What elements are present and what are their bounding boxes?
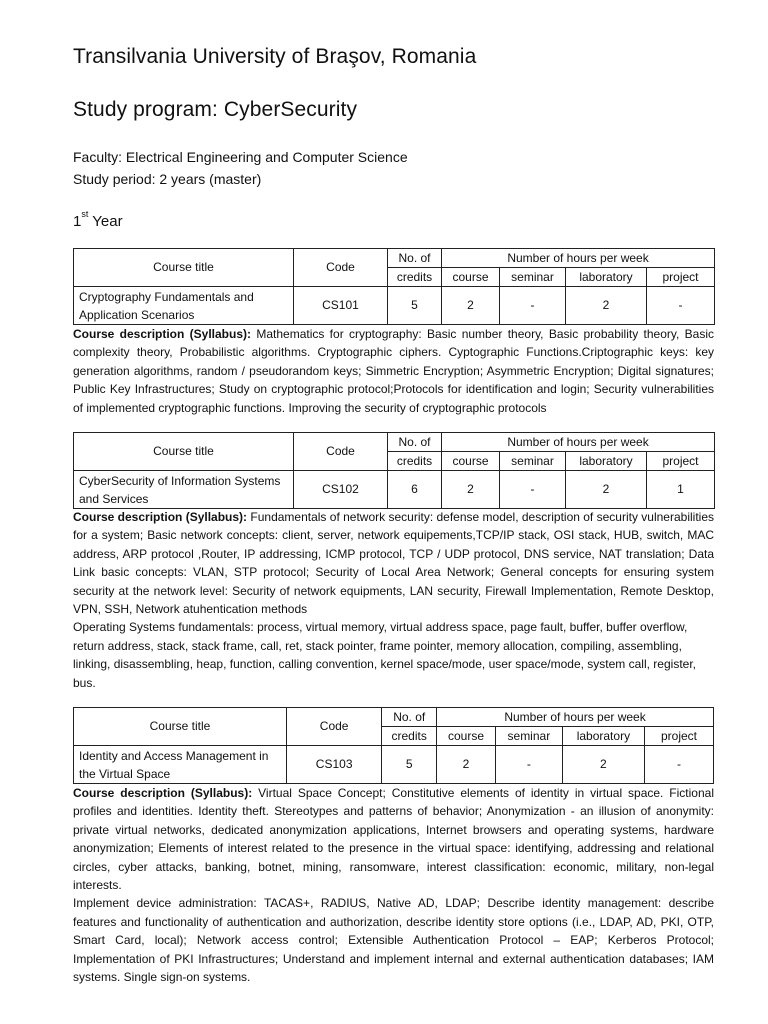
course-code-cell: CS102: [294, 471, 388, 509]
header-credits-line2: credits: [382, 727, 437, 746]
header-course-title: Course title: [74, 433, 294, 471]
course-hours-laboratory-cell: 2: [562, 746, 644, 784]
university-title: Transilvania University of Braşov, Romania: [73, 45, 477, 68]
header-laboratory: laboratory: [566, 268, 647, 287]
year-suffix: st: [81, 209, 89, 219]
course-hours-laboratory-cell: 2: [566, 287, 647, 325]
year-word: Year: [92, 213, 123, 230]
course-description: [73, 784, 714, 986]
header-seminar: seminar: [500, 268, 566, 287]
header-hours: Number of hours per week: [437, 708, 714, 727]
course-hours-seminar-cell: -: [495, 746, 562, 784]
header-project: project: [644, 727, 713, 746]
header-course: course: [442, 452, 500, 471]
course-credits-cell: 6: [388, 471, 442, 509]
course-hours-laboratory-cell: 2: [566, 471, 647, 509]
header-code: Code: [294, 249, 388, 287]
year-heading: [73, 209, 123, 230]
header-code: Code: [286, 708, 381, 746]
course-code-cell: CS103: [286, 746, 381, 784]
description-paragraph-2: Operating Systems fundamentals: process, virtual memory, virtual address space, page fault, buffer, buffer overflow, return address, stack, stack frame, call, ret, stack pointer, frame pointer, memory allocation, compiling, assembling, linking, disassembling, heap, function, calling convention, kernel space/mode, user space/mode, system call, register, bus.: [73, 620, 696, 690]
course-table: [73, 707, 714, 784]
header-seminar: seminar: [500, 452, 566, 471]
course-title-cell: Identity and Access Management in the Virtual Space: [74, 746, 287, 784]
description-text: Mathematics for cryptography: Basic number theory, Basic probability theory, Basic complexity theory, Probabilistic algorithms. Cryptographic ciphers. Cyptographic Functions.Criptographic keys: key generation algorithms, random / pseudorandom keys; Simmetric Encryption; Asymmetric Encryption; Digital signatures; Public Key Infrastructures; Study on cryptographic protocol;Protocols for identification and login; Security vulnerabilities of implemented cryptographic functions. Improving the security of cryptographic protocols: [73, 327, 714, 415]
header-course-title: Course title: [74, 249, 294, 287]
syllabus-label: Course description (Syllabus):: [73, 786, 253, 800]
course-table: [73, 432, 715, 509]
header-code: Code: [294, 433, 388, 471]
course-title-cell: Cryptography Fundamentals and Application Scenarios: [74, 287, 294, 325]
header-credits-line2: credits: [388, 452, 442, 471]
header-credits-line1: No. of: [388, 249, 442, 268]
header-course: course: [437, 727, 496, 746]
course-hours-seminar-cell: -: [500, 287, 566, 325]
course-credits-cell: 5: [382, 746, 437, 784]
syllabus-label: Course description (Syllabus):: [73, 510, 248, 524]
header-laboratory: laboratory: [562, 727, 644, 746]
course-hours-project-cell: -: [644, 746, 713, 784]
description-text: Fundamentals of network security: defense model, description of security vulnerabilities for a system; Basic network concepts: client, server, network equipements,TCP/IP stack, OSI stack, HUB, switch, MAC address, ARP protocol ,Router, IP addressing, ICMP protocol, TCP / UDP protocol, DNS service, NAT translation; Data Link basic concepts: VLAN, STP protocol; Security of Local Area Network; General concepts for ensuring system security at the network level: Security of network equipments, LAN security, Firewall Implementation, Remote Desktop, VPN, SSH, Network atuhentication methods: [73, 510, 714, 617]
header-credits-line2: credits: [388, 268, 442, 287]
period-line: Study period: 2 years (master): [73, 171, 262, 187]
course-hours-project-cell: 1: [647, 471, 715, 509]
header-credits-line1: No. of: [382, 708, 437, 727]
header-project: project: [647, 268, 715, 287]
faculty-line: Faculty: Electrical Engineering and Computer Science: [73, 149, 408, 165]
description-paragraph-2: Implement device administration: TACAS+, RADIUS, Native AD, LDAP; Describe identity management: describe features and functionality of authentication and authorization, describe identity store options (i.e., LDAP, AD, PKI, OTP, Smart Card, local); Network access control; Extensible Authentication Protocol – EAP; Kerberos Protocol; Implementation of PKI Infrastructures; Understand and implement internal and external authentication databases; IAM systems. Single sign-on systems.: [73, 896, 714, 985]
course-table: [73, 248, 715, 325]
program-title: Study program: CyberSecurity: [73, 98, 358, 121]
header-hours: Number of hours per week: [442, 433, 715, 452]
course-title-cell: CyberSecurity of Information Systems and Services: [74, 471, 294, 509]
course-hours-course-cell: 2: [442, 471, 500, 509]
course-description: [73, 325, 714, 417]
course-description: [73, 508, 714, 692]
header-project: project: [647, 452, 715, 471]
course-hours-course-cell: 2: [437, 746, 496, 784]
header-course-title: Course title: [74, 708, 287, 746]
year-number: 1: [73, 213, 82, 230]
course-hours-project-cell: -: [647, 287, 715, 325]
syllabus-label: Course description (Syllabus):: [73, 327, 252, 341]
header-hours: Number of hours per week: [442, 249, 715, 268]
course-hours-seminar-cell: -: [500, 471, 566, 509]
header-credits-line1: No. of: [388, 433, 442, 452]
course-credits-cell: 5: [388, 287, 442, 325]
course-code-cell: CS101: [294, 287, 388, 325]
header-laboratory: laboratory: [566, 452, 647, 471]
description-text: Virtual Space Concept; Constitutive elements of identity in virtual space. Fictional profiles and identities. Identity theft. Stereotypes and patterns of behavior; Anonymization - an illusion of anonymity: private virtual networks, dedicated anonymization applications, Internet browsers and operating systems, hardware anonymization; Elements of interest related to the presence in the virtual space: identifying, addressing and relational circles, cyber attacks, banking, botnet, mining, ransomware, interest classification: economic, military, non-legal interests.: [73, 786, 714, 893]
course-hours-course-cell: 2: [442, 287, 500, 325]
header-seminar: seminar: [495, 727, 562, 746]
header-course: course: [442, 268, 500, 287]
